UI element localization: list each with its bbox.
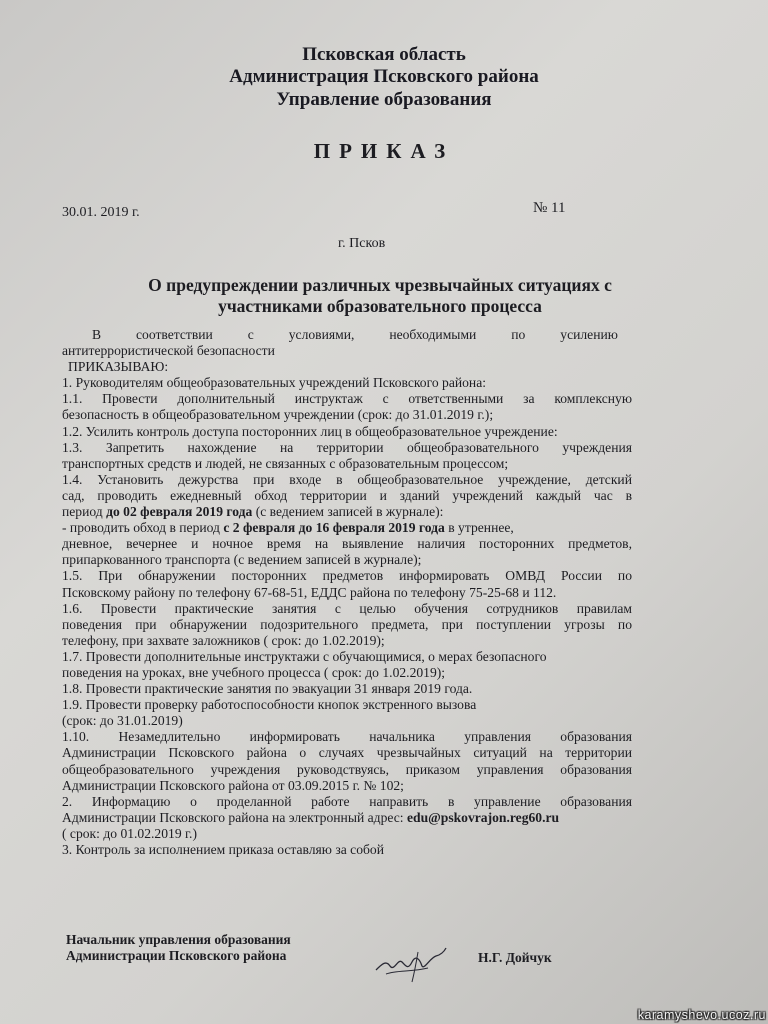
paragraph-1-4-line-3: [62, 504, 632, 520]
paragraph-1-4-line-1: 1.4. Установить дежурства при входе в общеобразовательное учреждение, детский: [62, 471, 632, 487]
signer-title-line-1: Начальник управления образования: [66, 932, 291, 947]
paragraph-3: 3. Контроль за исполнением приказа оставляю за собой: [62, 842, 384, 857]
paragraph-1-3-line-2: транспортных средств и людей, не связанных с образовательным процессом;: [62, 455, 509, 471]
p1-4-deadline: до 02 февраля 2019 года: [106, 504, 253, 520]
signer-name: Н.Г. Дойчук: [478, 950, 552, 965]
paragraph-1-10-line-3: общеобразовательного учреждения руководствуясь, приказом управления образования: [62, 761, 632, 777]
preamble-word: с: [247, 327, 254, 342]
subject-line-2: участниками образовательного процесса: [218, 296, 542, 316]
paragraph-1-5-line-2: Псковскому району по телефону 67-68-51, ЕДДС района по телефону 75-25-68 и 112.: [62, 584, 557, 600]
paragraph-1-4-line-2: сад, проводить ежедневный обход территории и зданий учреждений каждый час в: [62, 487, 632, 503]
bullet-line-2: дневное, вечернее и ночное время на выявление наличия посторонних предметов,: [62, 536, 632, 552]
paragraph-1-7-line-1: 1.7. Провести дополнительные инструктажи с обучающимися, о мерах безопасного: [62, 648, 547, 664]
paragraph-2-line-1: 2. Информацию о проделанной работе направить в управление образования: [62, 793, 632, 809]
watermark-text: karamyshevo.ucoz.ru: [637, 1008, 766, 1022]
handwritten-signature: [372, 940, 450, 984]
paragraph-1-3-line-1: 1.3. Запретить нахождение на территории общеобразовательного учреждения: [62, 439, 632, 455]
p1-4-text-end: (с ведением записей в журнале):: [252, 504, 444, 520]
paragraph-1-1-line-2: безопасность в общеобразовательном учреждении (срок: до 31.01.2019 г.);: [62, 407, 494, 423]
paragraph-1-7-line-2: поведения на уроках, вне учебного процесса ( срок: до 1.02.2019);: [62, 664, 446, 680]
document-number: № 11: [533, 200, 566, 216]
paragraph-1-9-line-1: 1.9. Провести проверку работоспособности кнопок экстренного вызова: [62, 697, 477, 713]
header-region: Псковская область: [302, 44, 466, 65]
document-city: г. Псков: [338, 236, 386, 251]
bullet-text: - проводить обход в период: [62, 520, 224, 536]
paragraph-1-10-line-4: Администрации Псковского района от 03.09.2015 г. № 102;: [62, 777, 404, 793]
p1-4-text: период: [62, 504, 107, 520]
preamble-line-1: [62, 327, 632, 343]
email-address: edu@pskovrajon.reg60.ru: [406, 809, 560, 825]
paragraph-1-5-line-1: 1.5. При обнаружении посторонних предметов информировать ОМВД России по: [62, 568, 632, 584]
paragraph-1: 1. Руководителям общеобразовательных учреждений Псковского района:: [62, 375, 487, 391]
document-body: [62, 327, 632, 858]
p2-text: Администрации Псковского района на электронный адрес:: [62, 809, 407, 825]
preamble-word: усилению: [560, 327, 618, 342]
paragraph-2-line-3: ( срок: до 01.02.2019 г.): [62, 825, 197, 841]
paragraph-1-10-line-2: Администрации Псковского района о случаях чрезвычайных ситуаций на территории: [62, 745, 632, 761]
paragraph-1-6-line-1: 1.6. Провести практические занятия с целью обучения сотрудников правилам: [62, 600, 632, 616]
document-type-title: ПРИКАЗ: [313, 139, 455, 163]
paragraph-1-6-line-3: телефону, при захвате заложников ( срок: до 1.02.2019);: [62, 632, 385, 648]
preamble-word: соответствии: [136, 327, 213, 342]
paragraph-1-1-line-1: 1.1. Провести дополнительный инструктаж с ответственными за комплексную: [62, 391, 632, 407]
bullet-period: с 2 февраля до 16 февраля 2019 года: [223, 520, 445, 536]
subject-line-1: О предупреждении различных чрезвычайных ситуациях с: [148, 275, 612, 295]
paragraph-2-line-2: [62, 810, 632, 826]
paragraph-1-2: 1.2. Усилить контроль доступа посторонних лиц в общеобразовательное учреждение:: [62, 423, 558, 439]
header-department: Управление образования: [276, 89, 492, 110]
preamble-word: по: [511, 327, 526, 342]
bullet-line-3: припаркованного транспорта (с ведением записей в журнале);: [62, 552, 422, 568]
paragraph-1-9-line-2: (срок: до 31.01.2019): [62, 713, 183, 729]
header-administration: Администрация Псковского района: [229, 66, 539, 87]
preamble-word: В: [92, 327, 102, 342]
paragraph-1-8: 1.8. Провести практические занятия по эвакуации 31 января 2019 года.: [62, 681, 473, 697]
order-word: ПРИКАЗЫВАЮ:: [68, 359, 169, 375]
preamble-line-2: антитеррористической безопасности: [62, 343, 275, 359]
bullet-line-1: [62, 520, 632, 536]
preamble-word: необходимыми: [389, 327, 477, 342]
paragraph-1-6-line-2: поведения при обнаружении подозрительного предмета, при поступлении угрозы по: [62, 616, 632, 632]
paragraph-1-10-line-1: 1.10. Незамедлительно информировать начальника управления образования: [62, 729, 632, 745]
bullet-text-end: в утреннее,: [444, 520, 514, 536]
signer-title-line-2: Администрации Псковского района: [66, 948, 287, 963]
preamble-word: условиями,: [288, 327, 355, 342]
document-date: 30.01. 2019 г.: [62, 205, 140, 220]
